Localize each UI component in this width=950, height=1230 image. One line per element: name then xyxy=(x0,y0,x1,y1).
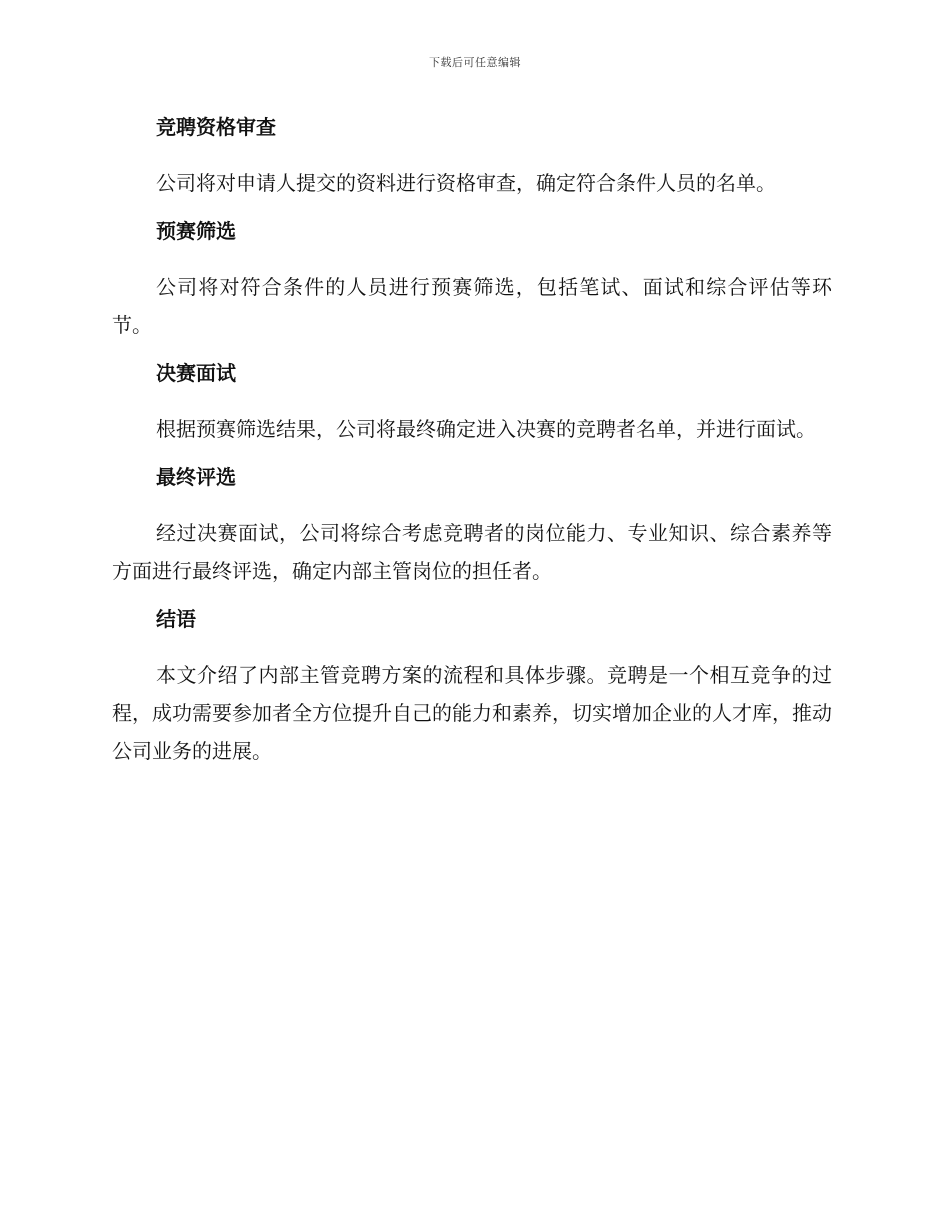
section-body-preliminary: 公司将对符合条件的人员进行预赛筛选，包括笔试、面试和综合评估等环节。 xyxy=(112,275,832,337)
section-heading-conclusion: 结语 xyxy=(156,607,196,631)
header-note: 下载后可任意编辑 xyxy=(429,56,521,69)
section-heading-preliminary: 预赛筛选 xyxy=(156,219,236,243)
section-body-final-interview: 根据预赛筛选结果，公司将最终确定进入决赛的竞聘者名单，并进行面试。 xyxy=(156,417,816,441)
section-heading-final-selection: 最终评选 xyxy=(156,465,236,489)
section-body-final-selection: 经过决赛面试，公司将综合考虑竞聘者的岗位能力、专业知识、综合素养等方面进行最终评选，确定内部主管岗位的担任者。 xyxy=(112,521,832,583)
section-body-qualification: 公司将对申请人提交的资料进行资格审查，确定符合条件人员的名单。 xyxy=(156,171,776,195)
section-heading-qualification: 竞聘资格审查 xyxy=(156,115,276,139)
section-heading-final-interview: 决赛面试 xyxy=(156,361,236,385)
section-body-conclusion: 本文介绍了内部主管竞聘方案的流程和具体步骤。竞聘是一个相互竞争的过程，成功需要参加者全方位提升自己的能力和素养，切实增加企业的人才库，推动公司业务的进展。 xyxy=(112,663,832,763)
document-content xyxy=(112,110,832,770)
